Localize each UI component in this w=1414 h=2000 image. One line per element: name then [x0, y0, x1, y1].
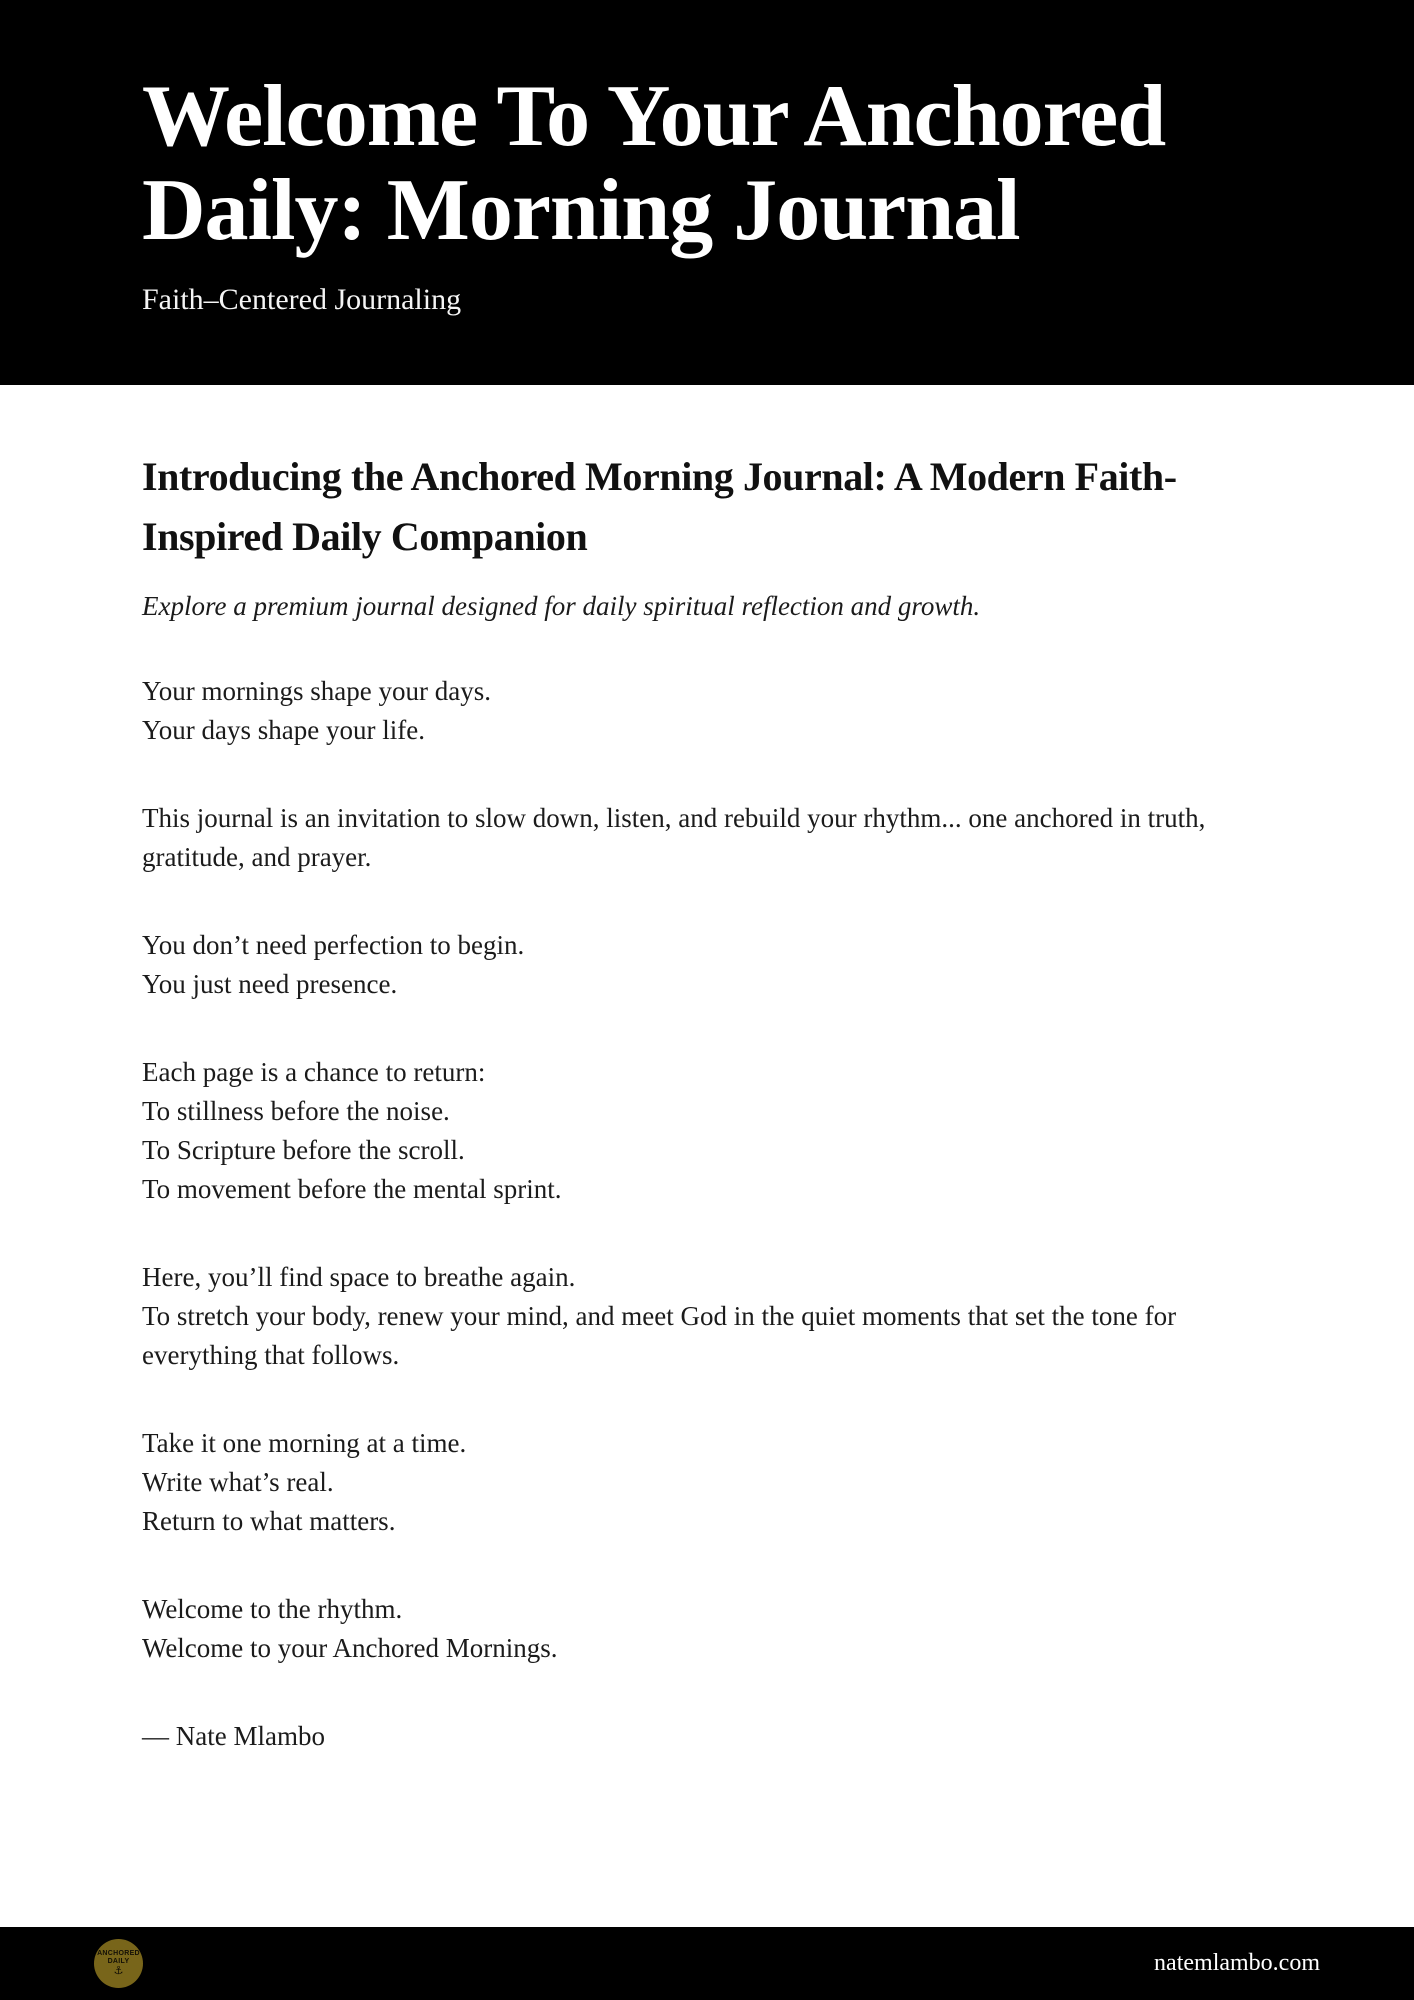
paragraph-line: Write what’s real.: [142, 1467, 334, 1497]
paragraph-line: To Scripture before the scroll.: [142, 1135, 465, 1165]
page-subtitle: Faith–Centered Journaling: [142, 283, 462, 317]
paragraph-line: To stillness before the noise.: [142, 1096, 450, 1126]
paragraph-line: Your mornings shape your days.: [142, 676, 491, 706]
paragraph-line: Here, you’ll find space to breathe again.: [142, 1262, 576, 1292]
logo-text-line-1: ANCHORED: [97, 1950, 140, 1958]
paragraph-line: Take it one morning at a time.: [142, 1428, 467, 1458]
paragraph-line: Each page is a chance to return:: [142, 1057, 486, 1087]
section-heading-line-1: Introducing the Anchored Morning Journal: A Modern Faith-: [142, 454, 1177, 499]
paragraph-line: This journal is an invitation to slow down, listen, and rebuild your rhythm... one anchored in truth, gratitude, and prayer.: [142, 803, 1206, 872]
paragraph-line: You just need presence.: [142, 969, 398, 999]
body-paragraphs: [142, 672, 1252, 1756]
paragraph-line: Your days shape your life.: [142, 715, 425, 745]
page-title-line-1: Welcome To Your Anchored: [142, 68, 1166, 165]
lede-italic: Explore a premium journal designed for daily spiritual reflection and growth.: [142, 591, 981, 621]
header-banner: [0, 0, 1414, 385]
paragraph-line: — Nate Mlambo: [142, 1721, 325, 1751]
page-title-line-2: Daily: Morning Journal: [142, 162, 1020, 260]
paragraph: [142, 1053, 1252, 1209]
paragraph: [142, 799, 1252, 877]
paragraph-line: To movement before the mental sprint.: [142, 1174, 562, 1204]
page-title: [142, 70, 1272, 258]
section-heading-line-2: Inspired Daily Companion: [142, 514, 588, 559]
paragraph: [142, 1424, 1252, 1541]
anchored-daily-logo: [94, 1939, 143, 1988]
paragraph: [142, 1590, 1252, 1668]
paragraph: [142, 1258, 1252, 1375]
paragraph-line: Welcome to your Anchored Mornings.: [142, 1633, 558, 1663]
paragraph-line: You don’t need perfection to begin.: [142, 930, 525, 960]
footer-banner: [0, 1927, 1414, 2000]
website-link[interactable]: natemlambo.com: [1154, 1950, 1320, 1976]
section-heading: [142, 447, 1272, 567]
paragraph: [142, 672, 1252, 750]
paragraph-line: Return to what matters.: [142, 1506, 396, 1536]
paragraph: [142, 1717, 1252, 1756]
logo-text-line-2: DAILY: [107, 1957, 130, 1965]
paragraph-line: Welcome to the rhythm.: [142, 1594, 403, 1624]
paragraph-line: To stretch your body, renew your mind, and meet God in the quiet moments that set the tone for everything that follows.: [142, 1301, 1177, 1370]
main-content: [0, 385, 1414, 1805]
anchor-icon: ⚓: [113, 1964, 124, 1977]
paragraph: [142, 926, 1252, 1004]
